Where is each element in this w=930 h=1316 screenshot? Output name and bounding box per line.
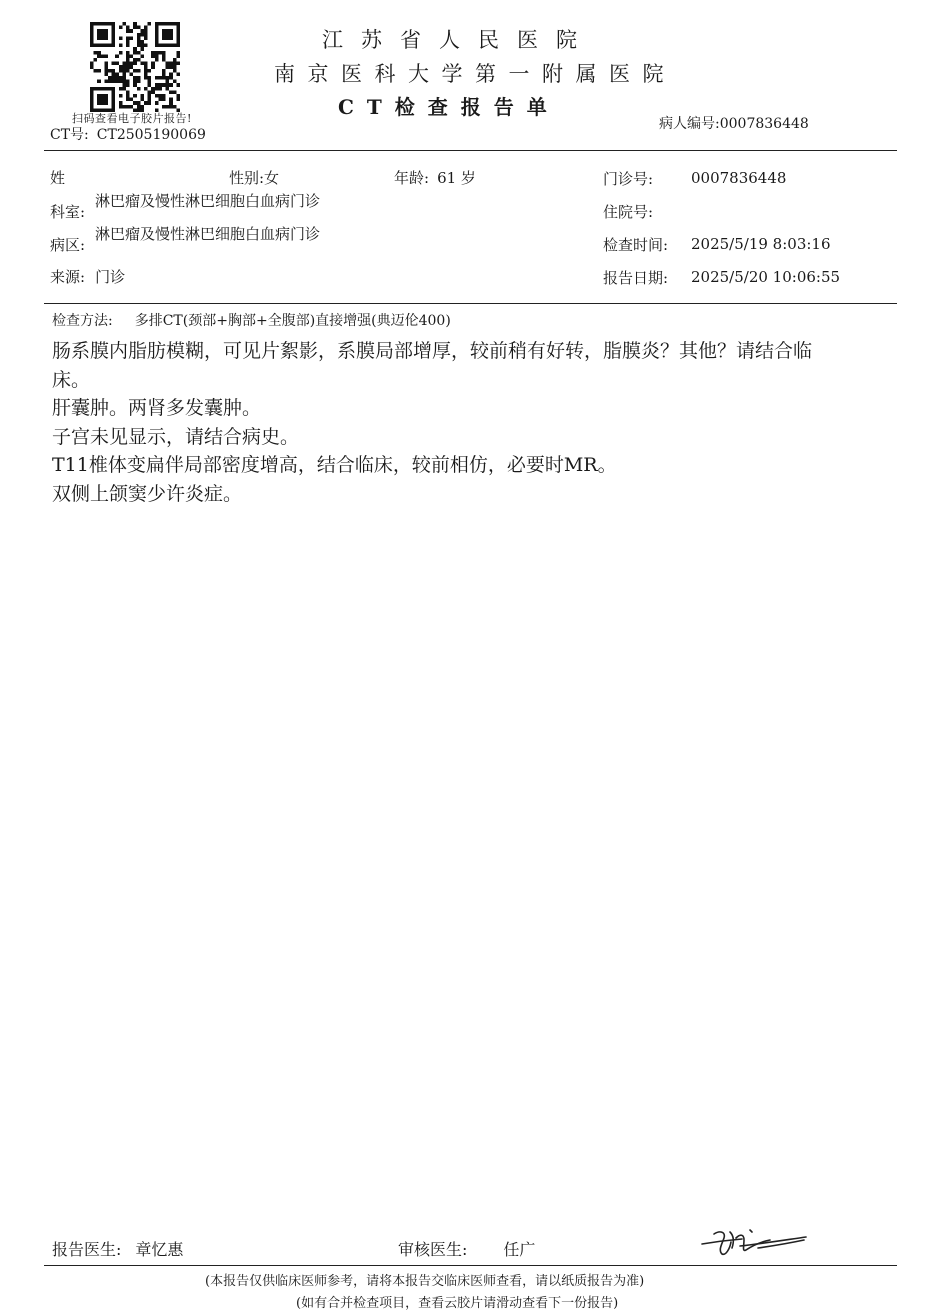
disclaimer-note: (本报告仅供临床医师参考，请将本报告交临床医师查看，请以纸质报告为准) <box>205 1274 645 1289</box>
reporting-doctor-name: 章忆惠 <box>135 1240 184 1259</box>
finding-item: 肠系膜内脂肪模糊，可见片絮影，系膜局部增厚，较前稍有好转，脂膜炎？其他？请结合临床。 <box>52 340 813 391</box>
report-date-label: 报告日期: <box>603 269 669 287</box>
source-label: 来源: <box>50 268 86 286</box>
clinic-no-label: 门诊号: <box>603 170 654 188</box>
report-title: CT检查报告单 <box>338 95 560 119</box>
findings <box>52 337 812 508</box>
exam-method-label: 检查方法: <box>52 313 113 329</box>
finding-item: 肝囊肿。两肾多发囊肿。 <box>52 397 262 419</box>
reporting-doctor <box>52 1237 183 1260</box>
patient-id: 病人编号:0007836448 <box>659 116 809 132</box>
clinic-no-value: 0007836448 <box>691 169 787 187</box>
ward-value: 淋巴瘤及慢性淋巴细胞白血病门诊 <box>95 225 321 243</box>
hospital-affiliation: 南京医科大学第一附属医院 <box>274 62 676 86</box>
qr-caption: 扫码查看电子胶片报告! <box>72 112 192 125</box>
source-value: 门诊 <box>95 268 126 286</box>
reviewing-doctor <box>398 1237 535 1260</box>
combined-exam-note: (如有合并检查项目，查看云胶片请滑动查看下一份报告) <box>296 1296 619 1311</box>
ward-label: 病区: <box>50 236 86 254</box>
reporting-doctor-label: 报告医生: <box>52 1240 122 1259</box>
exam-method-value: 多排CT(颈部+胸部+全腹部)直接增强(典迈伦400) <box>134 313 451 329</box>
inpatient-no-label: 住院号: <box>603 203 654 221</box>
header-divider <box>44 150 897 151</box>
reviewing-doctor-label: 审核医生: <box>398 1240 468 1259</box>
name-label: 姓 <box>50 169 66 187</box>
ct-number-value: CT2505190069 <box>96 127 206 143</box>
exam-method <box>52 310 451 330</box>
exam-time-value: 2025/5/19 8:03:16 <box>691 235 831 253</box>
age-label: 年龄: <box>394 169 430 187</box>
qr-code-icon[interactable] <box>90 22 180 112</box>
ct-number-label: CT号: <box>50 127 89 143</box>
reviewing-doctor-name: 任广 <box>503 1240 536 1259</box>
finding-item: T11椎体变扁伴局部密度增高，结合临床，较前相仿，必要时MR。 <box>52 454 617 476</box>
dept-value: 淋巴瘤及慢性淋巴细胞白血病门诊 <box>95 192 321 210</box>
finding-item: 双侧上颌窦少许炎症。 <box>52 482 243 505</box>
gender-field: 性别:女 <box>229 169 280 187</box>
footer-divider <box>44 1265 897 1266</box>
age-field <box>394 167 476 188</box>
dept-label: 科室: <box>50 203 86 221</box>
finding-item: 子宫未见显示，请结合病史。 <box>52 425 300 448</box>
info-divider <box>44 303 897 304</box>
report-date-value: 2025/5/20 10:06:55 <box>691 268 841 286</box>
hospital-name: 江苏省人民医院 <box>322 28 595 52</box>
source-field <box>50 266 125 287</box>
exam-time-label: 检查时间: <box>603 236 669 254</box>
ct-number <box>50 124 206 144</box>
age-value: 61 岁 <box>437 169 476 187</box>
signature-icon <box>700 1226 808 1260</box>
